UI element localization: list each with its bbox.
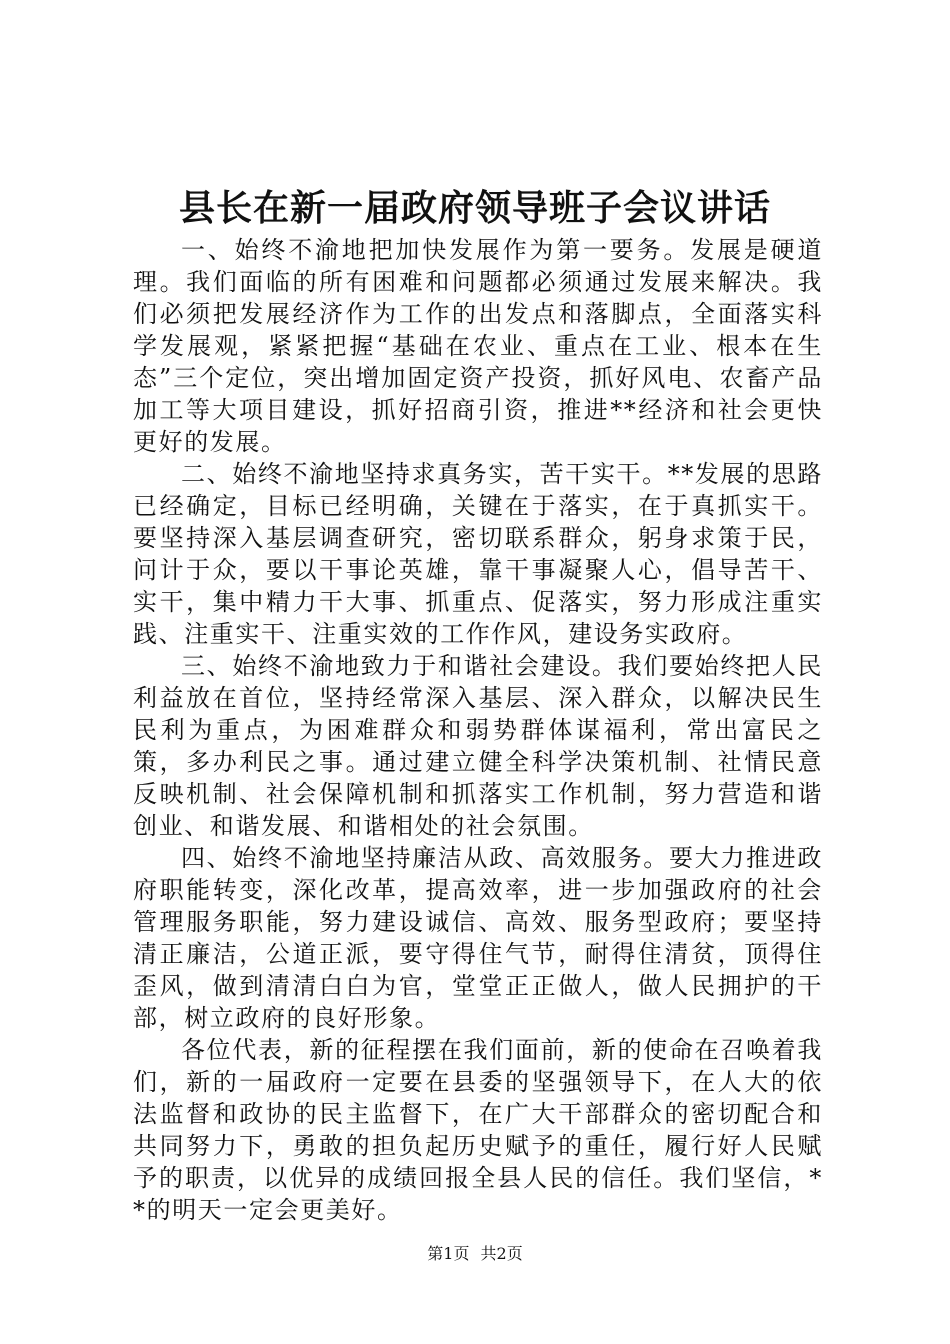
page-footer bbox=[0, 1242, 950, 1266]
document-body bbox=[133, 234, 823, 1226]
paragraph-2: 二、始终不渝地坚持求真务实，苦干实干。**发展的思路已经确定，目标已经明确，关键在于落实，在于真抓实干。要坚持深入基层调查研究，密切联系群众，躬身求策于民，问计于众，要以干事论英雄，靠干事凝聚人心，倡导苦干、实干，集中精力干大事、抓重点、促落实，努力形成注重实践、注重实干、注重实效的工作作风，建设务实政府。 bbox=[133, 460, 823, 648]
paragraph-1: 一、始终不渝地把加快发展作为第一要务。发展是硬道理。我们面临的所有困难和问题都必须通过发展来解决。我们必须把发展经济作为工作的出发点和落脚点，全面落实科学发展观，紧紧把握“基础在农业、重点在工业、根本在生态”三个定位，突出增加固定资产投资，抓好风电、农畜产品加工等大项目建设，抓好招商引资，推进**经济和社会更快更好的发展。 bbox=[133, 236, 823, 456]
paragraph-3: 三、始终不渝地致力于和谐社会建设。我们要始终把人民利益放在首位，坚持经常深入基层、深入群众，以解决民生民利为重点，为困难群众和弱势群体谋福利，常出富民之策，多办利民之事。通过建立健全科学决策机制、社情民意反映机制、社会保障机制和抓落实工作机制，努力营造和谐创业、和谐发展、和谐相处的社会氛围。 bbox=[133, 652, 823, 840]
paragraph-5: 各位代表，新的征程摆在我们面前，新的使命在召唤着我们，新的一届政府一定要在县委的坚强领导下，在人大的依法监督和政协的民主监督下，在广大干部群众的密切配合和共同努力下，勇敢的担负起历史赋予的重任，履行好人民赋予的职责，以优异的成绩回报全县人民的信任。我们坚信，**的明天一定会更美好。 bbox=[133, 1036, 823, 1224]
page-number-current: 第1页 bbox=[427, 1244, 470, 1263]
paragraph-4: 四、始终不渝地坚持廉洁从政、高效服务。要大力推进政府职能转变，深化改革，提高效率，进一步加强政府的社会管理服务职能，努力建设诚信、高效、服务型政府；要坚持清正廉洁，公道正派，要守得住气节，耐得住清贫，顶得住歪风，做到清清白白为官，堂堂正正做人，做人民拥护的干部，树立政府的良好形象。 bbox=[133, 844, 823, 1032]
page-number-total: 共2页 bbox=[480, 1244, 523, 1263]
document-title: 县长在新一届政府领导班子会议讲话 bbox=[178, 187, 771, 229]
